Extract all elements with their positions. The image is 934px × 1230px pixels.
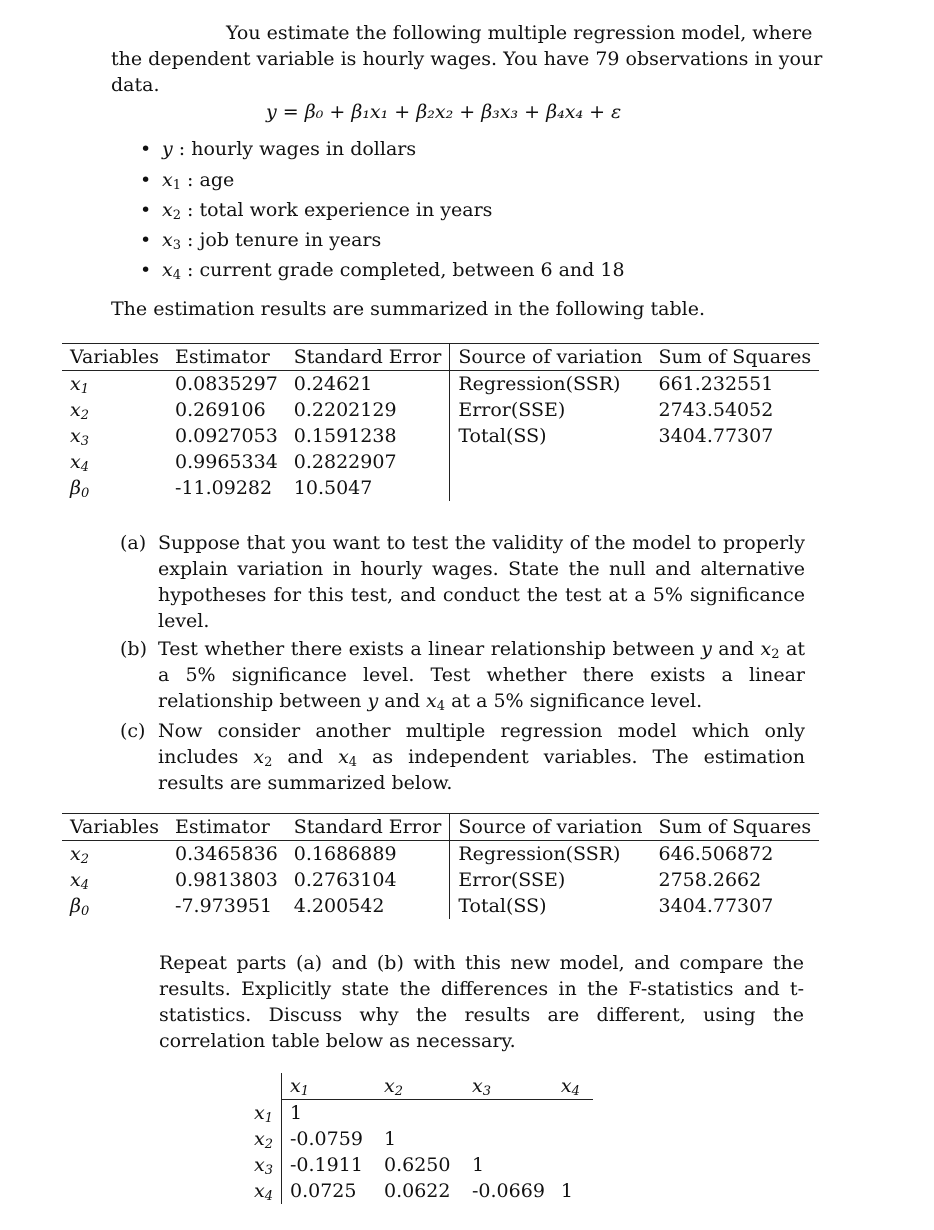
col-header: Estimator — [167, 344, 286, 371]
col-header: Standard Error — [286, 344, 450, 371]
col-header: $x_2$ — [376, 1073, 464, 1100]
col-header: Sum of Squares — [650, 814, 819, 841]
part-label: (b) — [120, 638, 147, 660]
col-header: Variables — [62, 344, 167, 371]
part-label: (c) — [120, 720, 146, 742]
question-part-c — [120, 718, 805, 796]
list-item: • $x_4$ : current grade completed, between 6 and 18 — [140, 259, 625, 283]
table-row: $x_1$ 1 — [246, 1100, 593, 1127]
var-symbol: x — [162, 259, 173, 281]
col-header: Source of variation — [450, 344, 651, 371]
question-part-b — [120, 636, 805, 714]
part-text: Now consider another multiple regression model which only includes $x_2$ and $x_4$ as independent variables. The estimation results are summarized below. — [158, 720, 806, 794]
repeat-paragraph: Repeat parts (a) and (b) with this new model, and compare the results. Explicitly state the differences in the F-statistics and t-statistics. Discuss why the results are different, using the correlation table below as necessary. — [159, 952, 804, 1052]
col-header: Variables — [62, 814, 167, 841]
table-row: $\beta_0$ -7.973951 4.200542 Total(SS) 3404.77307 — [70, 895, 774, 919]
var-desc: : job tenure in years — [187, 229, 382, 251]
table-row: $x_3$ -0.1911 0.6250 1 — [246, 1152, 593, 1178]
col-header: Estimator — [167, 814, 286, 841]
regression-table-2 — [62, 813, 819, 919]
part-text: Test whether there exists a linear relationship between y and $x_2$ at a 5% significance level. Test whether there exists a linear relationship between y and $x_4$ at a 5% significance level. — [158, 638, 805, 714]
regression-table-1 — [62, 343, 819, 501]
var-symbol: x — [162, 229, 173, 251]
summary-sentence: The estimation results are summarized in the following table. — [111, 298, 705, 320]
table-row: $x_2$ 0.3465836 0.1686889 Regression(SSR) 646.506872 — [62, 841, 819, 868]
col-header: $x_3$ — [464, 1073, 553, 1100]
list-item: • $x_1$ : age — [140, 169, 235, 193]
col-header: $x_1$ — [282, 1073, 377, 1100]
table-row: $x_4$ 0.9965334 0.2822907 — [62, 449, 819, 475]
var-desc: : total work experience in years — [187, 199, 493, 221]
var-desc: : age — [187, 169, 235, 191]
table-row: $x_3$ 0.0927053 0.1591238 Total(SS) 3404.77307 — [70, 425, 774, 449]
col-header: Standard Error — [286, 814, 450, 841]
list-item: • $x_3$ : job tenure in years — [140, 229, 382, 253]
table-row: $x_2$ 0.269106 0.2202129 Error(SSE) 2743.54052 — [70, 399, 774, 423]
list-item: • y : hourly wages in dollars — [140, 138, 417, 160]
table-row: $x_4$ 0.9813803 0.2763104 Error(SSE) 2758.2662 — [70, 869, 762, 893]
col-header: $x_4$ — [553, 1073, 593, 1100]
col-header: Source of variation — [450, 814, 651, 841]
intro-line-2: the dependent variable is hourly wages. You have 79 observations in your — [111, 48, 823, 70]
table-row: $x_4$ 0.0725 0.0622 -0.0669 1 — [246, 1178, 593, 1204]
var-desc: : hourly wages in dollars — [178, 138, 417, 160]
table-row: $x_2$ -0.0759 1 — [246, 1126, 593, 1152]
regression-equation: y = β₀ + β₁x₁ + β₂x₂ + β₃x₃ + β₄x₄ + ε — [266, 101, 622, 123]
table-row: $x_1$ 0.0835297 0.24621 Regression(SSR) 661.232551 — [62, 371, 819, 398]
part-text: Suppose that you want to test the validity of the model to properly explain variation in hourly wages. State the null and alternative hypotheses for this test, and conduct the test at a 5% significance level. — [158, 532, 805, 632]
correlation-table — [246, 1073, 593, 1204]
col-header: Sum of Squares — [650, 344, 819, 371]
var-symbol: y — [162, 138, 173, 160]
var-desc: : current grade completed, between 6 and 18 — [187, 259, 625, 281]
intro-line-3: data. — [111, 74, 160, 96]
question-part-a — [120, 530, 805, 634]
intro-line-1: You estimate the following multiple regression model, where — [226, 22, 813, 44]
list-item: • $x_2$ : total work experience in years — [140, 199, 493, 223]
var-symbol: x — [162, 169, 173, 191]
table-row: $\beta_0$ -11.09282 10.5047 — [62, 475, 819, 501]
part-label: (a) — [120, 532, 147, 554]
var-symbol: x — [162, 199, 173, 221]
